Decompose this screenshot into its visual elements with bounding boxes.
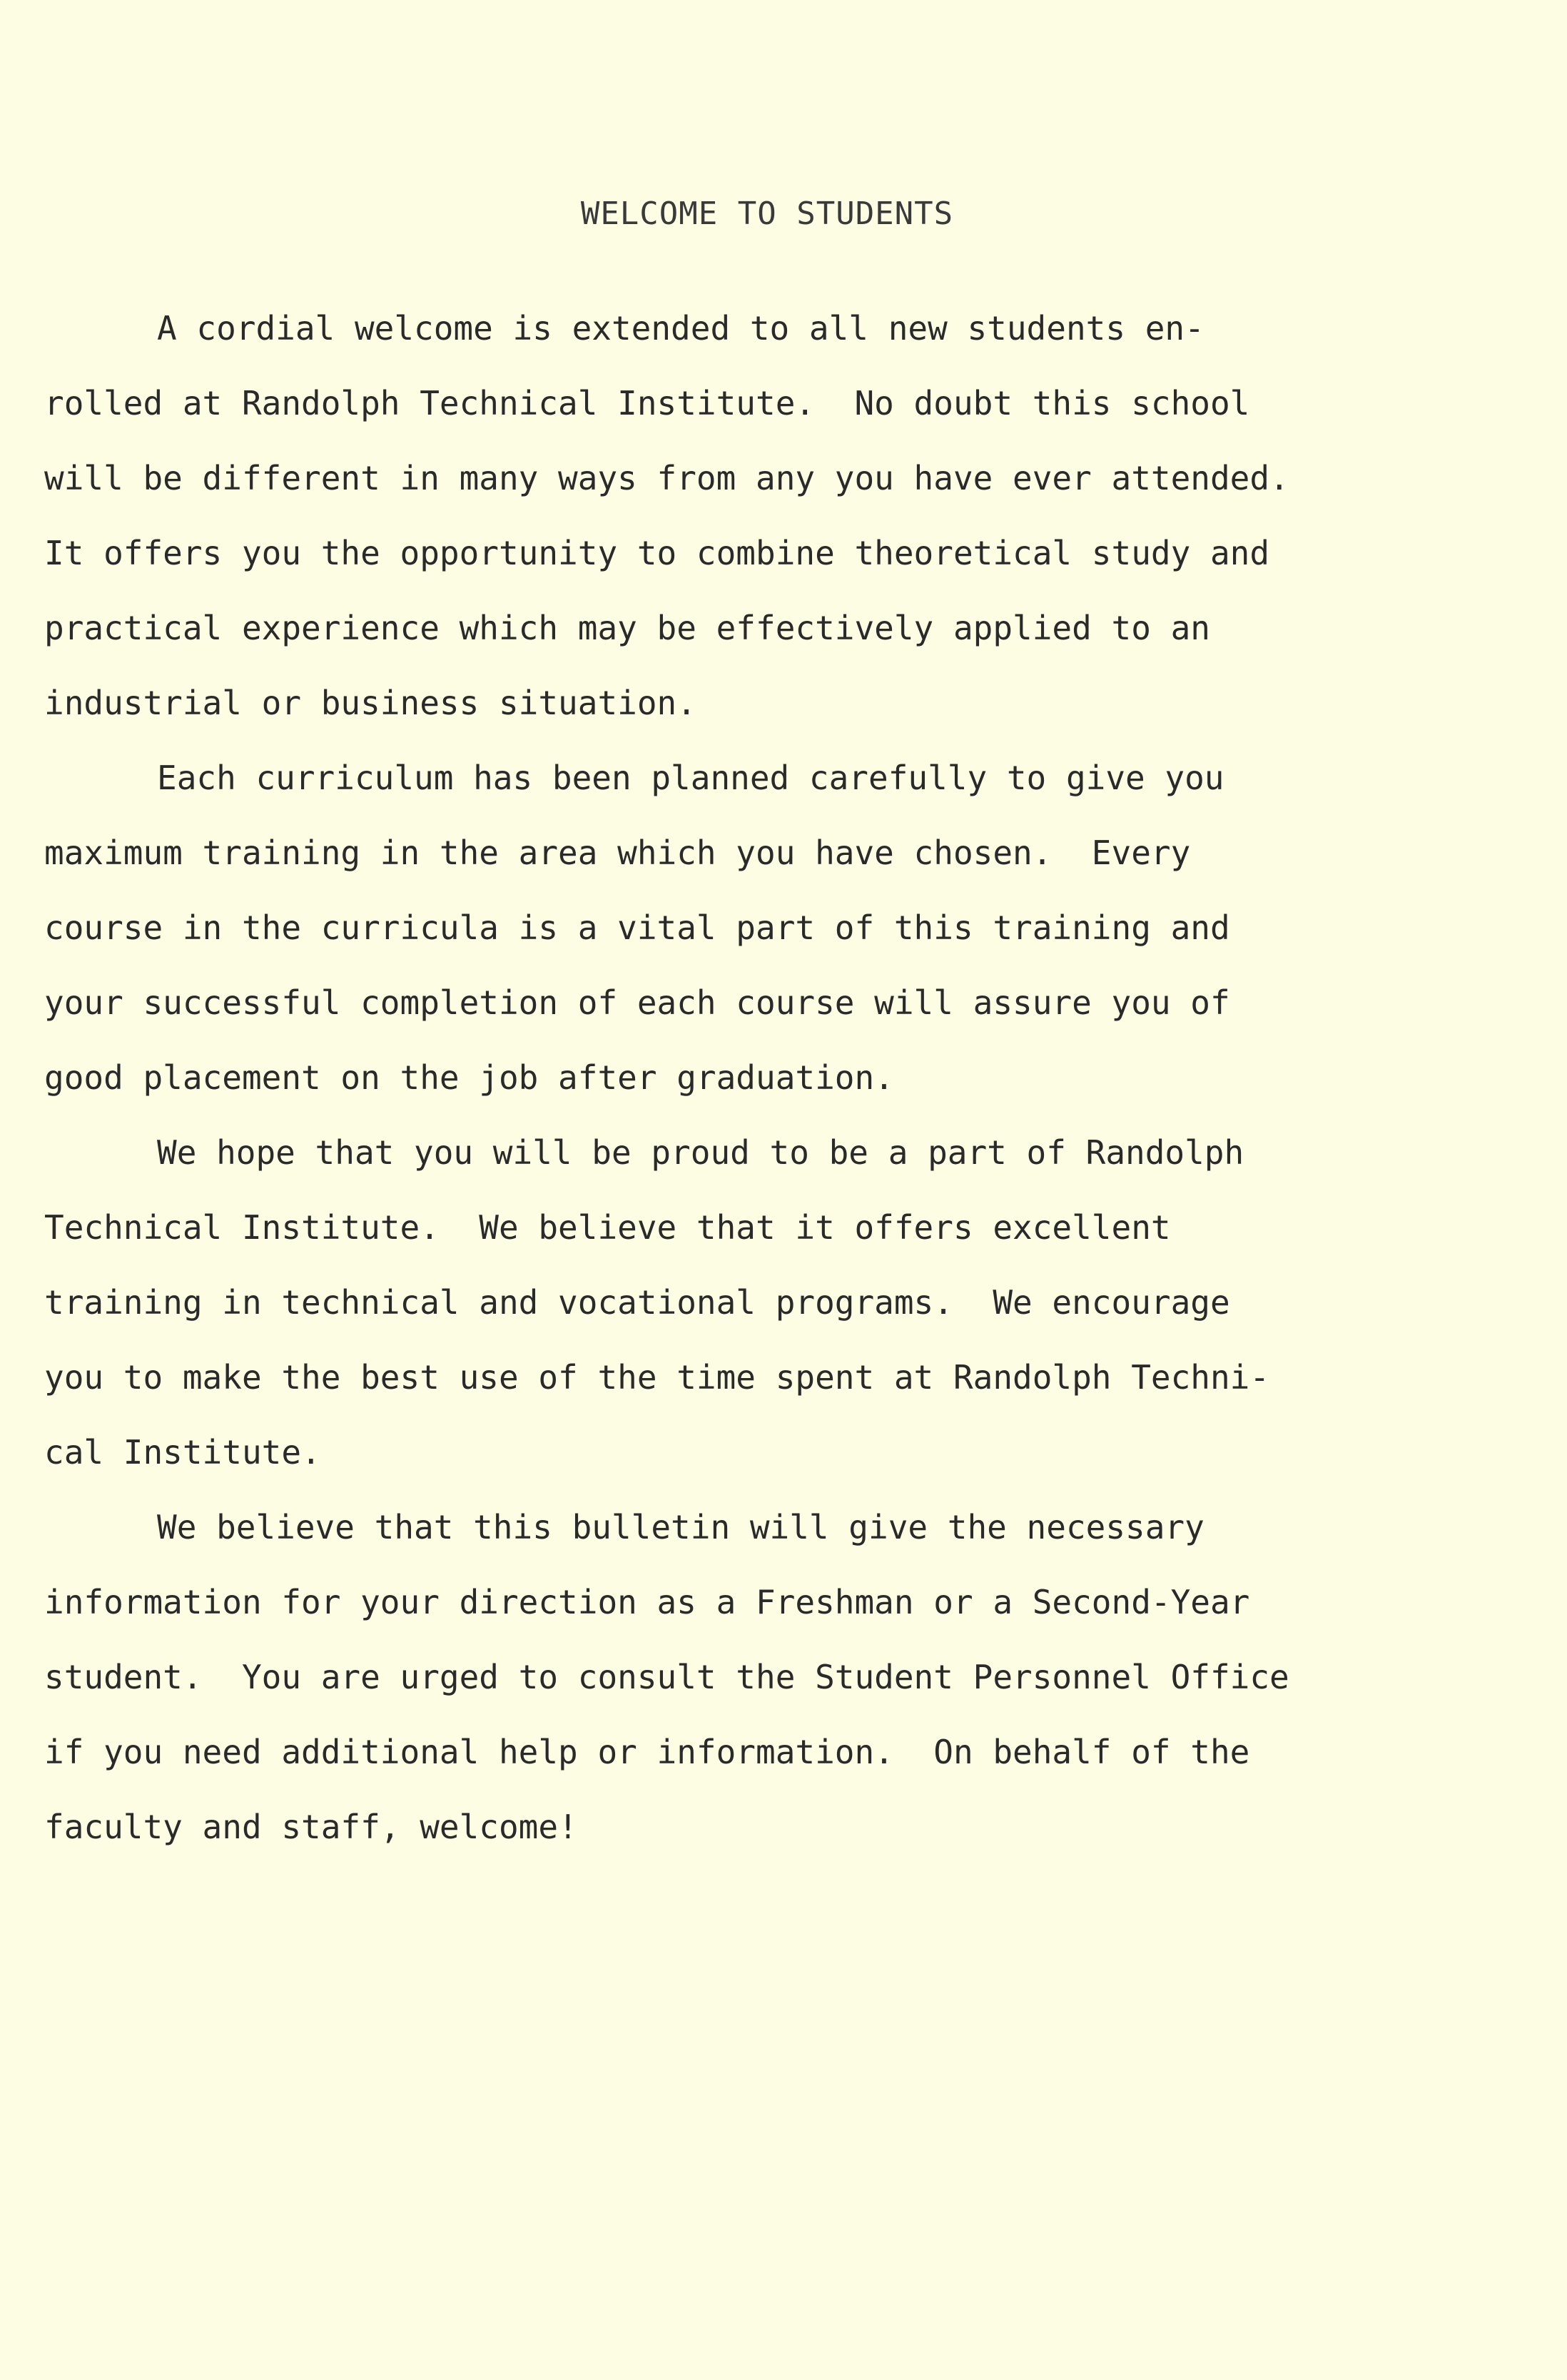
paragraph-line: rolled at Randolph Technical Institute. No doubt this school bbox=[44, 384, 1250, 422]
paragraph-line: cal Institute. bbox=[44, 1433, 321, 1472]
paragraph-line: your successful completion of each course will assure you of bbox=[44, 983, 1230, 1022]
paragraph-line: information for your direction as a Freshman or a Second-Year bbox=[44, 1583, 1250, 1621]
paragraph-3 bbox=[44, 1128, 1521, 1503]
document-body bbox=[44, 304, 1521, 1878]
paragraph-1 bbox=[44, 304, 1521, 754]
paragraph-line: course in the curricula is a vital part of this training and bbox=[44, 908, 1230, 947]
paragraph-line: practical experience which may be effectively applied to an bbox=[44, 609, 1210, 647]
paragraph-line: faculty and staff, welcome! bbox=[44, 1808, 578, 1846]
paragraph-line: A cordial welcome is extended to all new students en- bbox=[157, 309, 1205, 348]
document-title: WELCOME TO STUDENTS bbox=[580, 196, 954, 232]
paragraph-2 bbox=[44, 754, 1521, 1128]
paragraph-4 bbox=[44, 1503, 1521, 1878]
paragraph-line: We hope that you will be proud to be a part of Randolph bbox=[157, 1133, 1244, 1172]
paragraph-line: student. You are urged to consult the Student Personnel Office bbox=[44, 1658, 1289, 1696]
paragraph-line: industrial or business situation. bbox=[44, 684, 696, 722]
paragraph-line: training in technical and vocational programs. We encourage bbox=[44, 1283, 1230, 1322]
paragraph-line: We believe that this bulletin will give the necessary bbox=[157, 1508, 1205, 1546]
paragraph-line: maximum training in the area which you have chosen. Every bbox=[44, 834, 1191, 872]
paragraph-line: you to make the best use of the time spent at Randolph Techni- bbox=[44, 1358, 1270, 1397]
paragraph-line: It offers you the opportunity to combine theoretical study and bbox=[44, 534, 1270, 572]
paragraph-line: good placement on the job after graduation. bbox=[44, 1058, 894, 1097]
paragraph-line: Each curriculum has been planned carefully to give you bbox=[157, 759, 1224, 797]
paragraph-line: will be different in many ways from any you have ever attended. bbox=[44, 459, 1289, 497]
paragraph-line: Technical Institute. We believe that it offers excellent bbox=[44, 1208, 1171, 1247]
paragraph-line: if you need additional help or information. On behalf of the bbox=[44, 1733, 1250, 1771]
